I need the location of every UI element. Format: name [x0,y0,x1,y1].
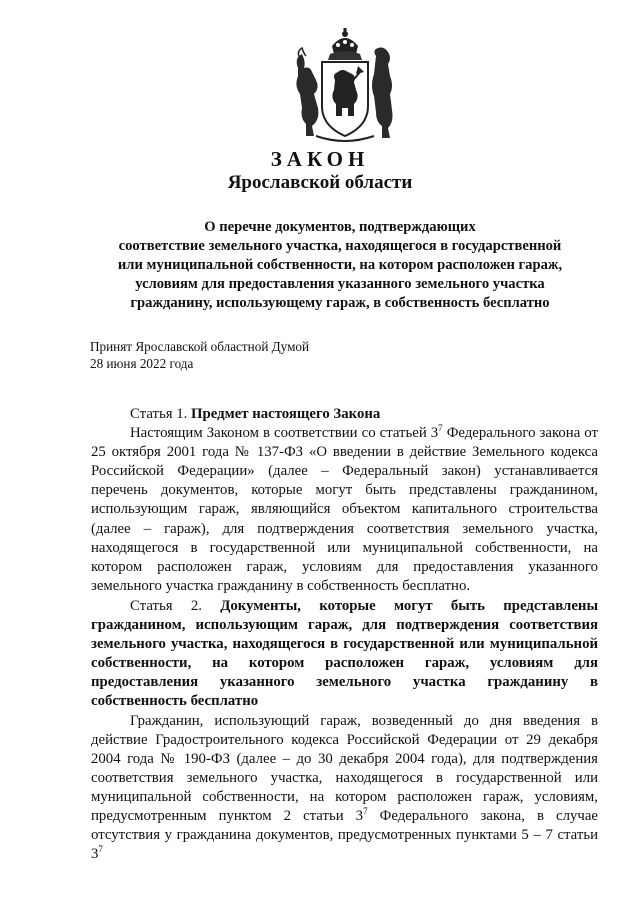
article-2 [91,597,598,864]
law-title-line: О перечне документов, подтверждающих [204,219,476,235]
article-2-heading [91,597,598,712]
superscript: 7 [438,423,443,434]
law-title [90,218,590,313]
region-name: Ярославской области [227,172,413,193]
article-2-label: Статья 2. [130,598,202,614]
article-2-text-part: Федерального закона, в случае отсутствия у гражданина документов, предусмотренных пунктами 5 – 7 статьи 3 [91,808,598,863]
article-1-text-part: Настоящим Законом в соответствии со статьей 3 [130,425,439,442]
adopted-by: Принят Ярославской областной Думой [90,339,310,354]
document-type: ЗАКОН [270,147,370,171]
law-title-line: соответствие земельного участка, находящегося в государственной [118,238,562,254]
article-1-text [91,424,598,596]
law-title-line: или муниципальной собственности, на котором расположен гараж, [117,257,563,273]
article-1-label: Статья 1. [130,406,188,422]
law-title-line: гражданину, использующему гараж, в собственность бесплатно [130,295,550,311]
article-2-text [91,712,598,865]
superscript: 7 [98,844,103,855]
article-1 [91,405,598,596]
superscript: 7 [363,806,368,817]
article-2-text-part: Гражданин, использующий гараж, возведенный до дня введения в действие Градостроительного кодекса Российской Федерации от 29 декабря 2004 года № 190-ФЗ (далее – до 30 декабря 2004 года), для подтверждения соответствия земельного участка, находящегося в государственной или муниципальной собственности, на котором расположен гараж, условиям, предусмотренным пунктом 2 статьи 3 [91,712,598,825]
law-title-line: условиям для предоставления указанного земельного участка [135,276,545,292]
article-1-heading [91,405,598,424]
adoption-date: 28 июня 2022 года [90,356,194,371]
article-2-title: Документы, которые могут быть представлены гражданином, использующим гараж, для подтверждения соответствия земельного участка, находящегося в государственной или муниципальной собственности, на котором расположен гараж, условиям для предоставления указанного земельного участка гражданину в собственность бесплатно [91,598,598,710]
article-1-text-part: Федерального закона от 25 октября 2001 года № 137-ФЗ «О введении в действие Земельного кодекса Российской Федерации» (далее – Федеральный закон) устанавливается перечень документов, которые могут быть представлены гражданином, использующим гараж, являющийся объектом капитального строительства (далее – гараж), для подтверждения соответствия земельного участка, находящегося в государственной или муниципальной собственности, на котором расположен гараж, условиям для предоставления указанного земельного участка гражданину в собственность бесплатно. [91,425,598,594]
yaroslavl-coat-of-arms-icon [290,28,400,148]
article-1-title: Предмет настоящего Закона [191,406,381,422]
adoption-info [90,338,309,372]
